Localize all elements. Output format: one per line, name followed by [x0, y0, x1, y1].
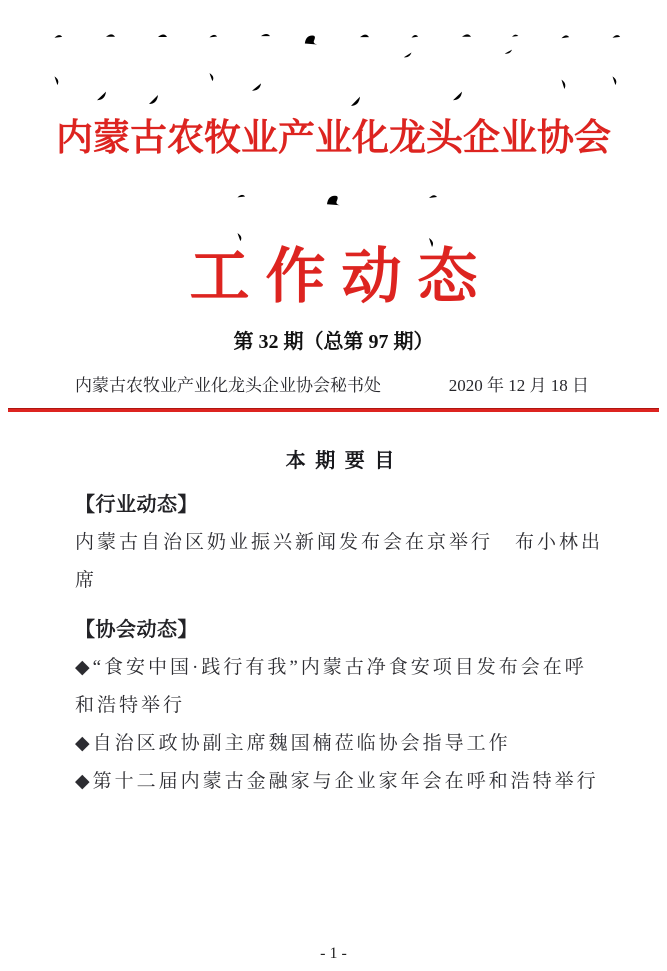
toc-item: ◆“食安中国·践行有我”内蒙古净食安项目发布会在呼和浩特举行: [75, 656, 587, 716]
mongolian-word-icon: [551, 32, 572, 90]
mongolian-word-icon: [402, 32, 421, 60]
mongolian-script-row-mid: [0, 192, 667, 246]
page-number: - 1 -: [320, 945, 347, 962]
mongolian-word-icon: [349, 32, 371, 110]
toc-item: ◆自治区政协副主席魏国楠莅临协会指导工作: [75, 732, 511, 754]
mongolian-word-icon: [302, 32, 319, 48]
association-name-title: 内蒙古农牧业产业化龙头企业协会: [56, 118, 611, 159]
mongolian-word-icon: [147, 32, 169, 108]
mongolian-word-icon: [44, 32, 65, 86]
mongolian-word-icon: [227, 192, 248, 242]
mongolian-script-row-top: [44, 32, 623, 112]
mongolian-word-icon: [95, 32, 117, 104]
publish-date: 2020 年 12 月 18 日: [448, 376, 589, 395]
contents-heading: 本 期 要 目: [285, 449, 397, 472]
contents-section: [0, 448, 667, 801]
mongolian-word-icon: [602, 32, 623, 86]
mongolian-word-icon: [418, 192, 440, 248]
mongolian-word-icon: [250, 32, 272, 94]
mongolian-word-icon: [324, 192, 342, 209]
publisher: 内蒙古农牧业产业化龙头企业协会秘书处: [75, 376, 381, 395]
toc-item: 内蒙古自治区奶业振兴新闻发布会在京举行 布小林出席: [75, 531, 604, 591]
divider-rule: [8, 408, 659, 412]
mongolian-word-icon: [199, 32, 220, 82]
toc-item: ◆第十二届内蒙古金融家与企业家年会在呼和浩特举行: [75, 770, 599, 792]
mongolian-word-icon: [451, 32, 473, 104]
publisher-row: [0, 373, 667, 399]
mongolian-word-icon: [503, 32, 521, 56]
issue-number: 第 32 期（总第 97 期）: [233, 331, 434, 353]
bulletin-title: 工作动态: [189, 244, 494, 310]
section-head-association: 【协会动态】: [75, 618, 198, 641]
section-head-industry: 【行业动态】: [75, 493, 198, 516]
